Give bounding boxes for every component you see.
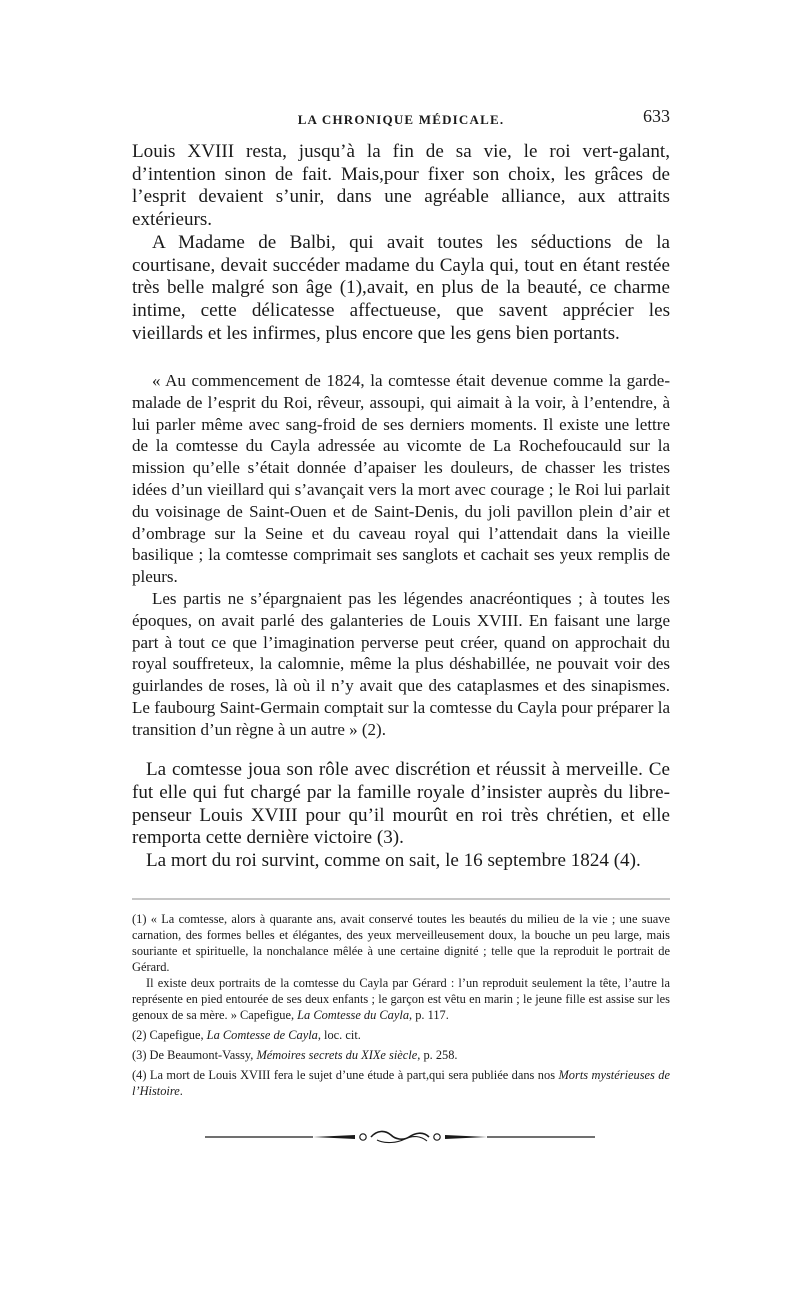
- footnote-separator: [132, 898, 670, 900]
- quote-paragraph: Les partis ne s’épargnaient pas les légendes anacréontiques ; à toutes les époques, on avait parlé des galanteries de Louis XVIII. En faisant une large part à tout ce que l’imagination perverse peut créer, quand on approchait du royal souffreteux, la calomnie, même la plus déshabillée, ne pouvait voir des guirlandes de roses, là où il n’y avait que des cataplasmes et des sinapismes. Le faubourg Saint-Germain comptait sur la comtesse du Cayla pour préparer la transition d’un règne à un autre » (2).: [132, 588, 670, 739]
- footnote-cited-title: Mémoires secrets du XIXe siècle: [256, 1048, 418, 1062]
- quoted-passage: [132, 370, 670, 741]
- footnote-1: [132, 911, 670, 975]
- footnote-text: .: [179, 1084, 183, 1098]
- quote-paragraph: « Au commencement de 1824, la comtesse était devenue comme la garde-malade de l’esprit du Roi, rêveur, assoupi, qui aimait à la voir, à l’entendre, à lui parler même avec sang-froid de ses derniers moments. Il existe une lettre de la comtesse du Cayla adressée au vicomte de La Rochefoucauld sur la mission qu’elle s’était donnée d’apaiser les douleurs, de chasser les tristes idées d’un vieillard qui s’avançait vers la mort avec courage ; le Roi lui parlait du voisinage de Saint-Ouen et de Saint-Denis, du joli pavillon plein d’air et d’ombrage sur la Seine et du caveau royal qui l’attendait dans la vieille basilique ; la comtesse comprimait ses sanglots et cachait ses yeux remplis de pleurs.: [132, 371, 670, 587]
- page-number: 633: [643, 106, 670, 126]
- footnote-cited-title: Morts mystérieuses de l’Histoire: [132, 1068, 671, 1098]
- fleuron-tailpiece-icon: [205, 1128, 595, 1146]
- footnote-text: (3) De Beaumont-Vassy,: [132, 1048, 257, 1062]
- footnote-cited-title: La Comtesse du Cayla: [297, 1008, 410, 1022]
- paragraph: A Madame de Balbi, qui avait toutes les séductions de la courtisane, devait succéder madame du Cayla qui, tout en étant restée très belle malgré son âge (1),avait, en plus de la beauté, ce charme intime, cette délicatesse affectueuse, que savent apprécier les vieillards et les infirmes, plus encore que les gens bien portants.: [132, 231, 670, 344]
- footnote-2: [132, 1027, 670, 1043]
- footnote-cited-title: La Comtesse de Cayla: [206, 1028, 318, 1042]
- footnote-text: , p. 117.: [409, 1008, 449, 1022]
- footnote-text: , p. 258.: [417, 1048, 458, 1062]
- footnote-1-continuation: [132, 975, 670, 1023]
- footnotes: [132, 911, 670, 1099]
- footnote-text: Il existe deux portraits de la comtesse du Cayla par Gérard : l’un reproduit seulement la tête, l’autre la représente en pied entourée de ses deux enfants ; le garçon est vêtu en marin ; le jeune fille est assise sur les genoux de sa mère. » Capefigue,: [132, 976, 670, 1022]
- footnote-4: [132, 1067, 670, 1099]
- footnote-text: (2) Capefigue,: [132, 1028, 207, 1042]
- closing-text: [132, 759, 670, 873]
- main-text: [132, 141, 670, 345]
- footnote-text: (4) La mort de Louis XVIII fera le sujet d’une étude à part,qui sera publiée dans nos: [132, 1068, 559, 1082]
- paragraph: La comtesse joua son rôle avec discrétion et réussit à merveille. Ce fut elle qui fut chargé par la famille royale d’insister auprès du libre-penseur Louis XVIII pour qu’il mourût en roi très chrétien, et elle remporta cette dernière victoire (3).: [132, 759, 670, 849]
- footnote-3: [132, 1047, 670, 1063]
- footnote-1-text: (1) « La comtesse, alors à quarante ans, avait conservé toutes les beautés du milieu de la vie ; une suave carnation, des formes belles et élégantes, des yeux merveilleusement doux, la bouche un peu large, mais souriante et spirituelle, la nonchalance mêlée à une certaine dignité ; telle que la reproduit le portrait de Gérard.: [132, 912, 670, 974]
- running-header: [132, 106, 670, 132]
- paragraph: Louis XVIII resta, jusqu’à la fin de sa vie, le roi vert-galant, d’intention sinon de fait. Mais,pour fixer son choix, les grâces de l’esprit devaient s’unir, dans une agréable alliance, aux attraits extérieurs.: [132, 141, 670, 231]
- footnote-text: , loc. cit.: [317, 1028, 361, 1042]
- paragraph: La mort du roi survint, comme on sait, le 16 septembre 1824 (4).: [146, 850, 641, 872]
- running-title: LA CHRONIQUE MÉDICALE.: [297, 112, 505, 127]
